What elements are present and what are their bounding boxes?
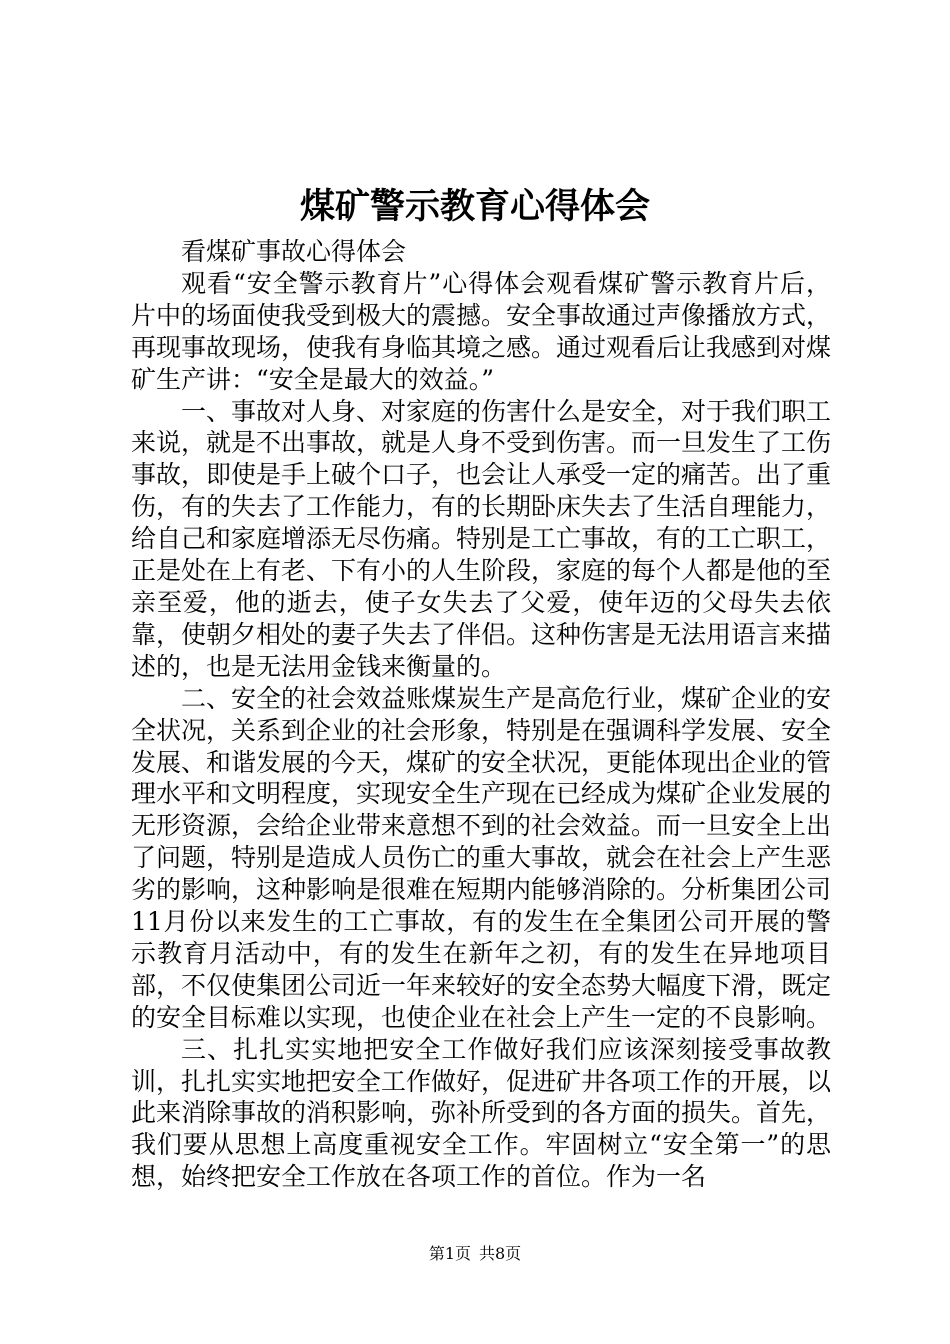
subtitle-paragraph: 看煤矿事故心得体会 <box>181 237 407 266</box>
intro-paragraph: 观看“安全警示教育片”心得体会观看煤矿警示教育片后，片中的场面使我受到极大的震撼。安全事故通过声像播放方式，再现事故现场，使我有身临其境之感。通过观看后让我感到对煤矿生产讲：“安全是最大的效益。” <box>131 268 832 394</box>
document-body <box>131 236 831 1193</box>
section-three-paragraph: 三、扎扎实实地把安全工作做好我们应该深刻接受事故教训，扎扎实实地把安全工作做好，促进矿井各项工作的开展，以此来消除事故的消积影响，弥补所受到的各方面的损失。首先，我们要从思想上高度重视安全工作。牢固树立“安全第一”的思想，始终把安全工作放在各项工作的首位。作为一名 <box>131 1034 832 1192</box>
page-number: 第1页 <box>428 1244 471 1263</box>
section-one-paragraph: 一、事故对人身、对家庭的伤害什么是安全，对于我们职工来说，就是不出事故，就是人身不受到伤害。而一旦发生了工伤事故，即使是手上破个口子，也会让人承受一定的痛苦。出了重伤，有的失去了工作能力，有的长期卧床失去了生活自理能力，给自己和家庭增添无尽伤痛。特别是工亡事故，有的工亡职工，正是处在上有老、下有小的人生阶段，家庭的每个人都是他的至亲至爱，他的逝去，使子女失去了父爱，使年迈的父母失去依靠，使朝夕相处的妻子失去了伴侣。这种伤害是无法用语言来描述的，也是无法用金钱来衡量的。 <box>131 396 832 681</box>
document-title: 煤矿警示教育心得体会 <box>299 186 650 227</box>
section-two-paragraph: 二、安全的社会效益账煤炭生产是高危行业，煤矿企业的安全状况，关系到企业的社会形象，特别是在强调科学发展、安全发展、和谐发展的今天，煤矿的安全状况，更能体现出企业的管理水平和文明程度，实现安全生产现在已经成为煤矿企业发展的无形资源，会给企业带来意想不到的社会效益。而一旦安全上出了问题，特别是造成人员伤亡的重大事故，就会在社会上产生恶劣的影响，这种影响是很难在短期内能够消除的。分析集团公司11月份以来发生的工亡事故，有的发生在全集团公司开展的警示教育月活动中，有的发生在新年之初，有的发生在异地项目部，不仅使集团公司近一年来较好的安全态势大幅度下滑，既定的安全目标难以实现，也使企业在社会上产生一定的不良影响。 <box>131 683 832 1032</box>
page-footer <box>0 1243 950 1265</box>
page-total: 共8页 <box>479 1244 522 1263</box>
